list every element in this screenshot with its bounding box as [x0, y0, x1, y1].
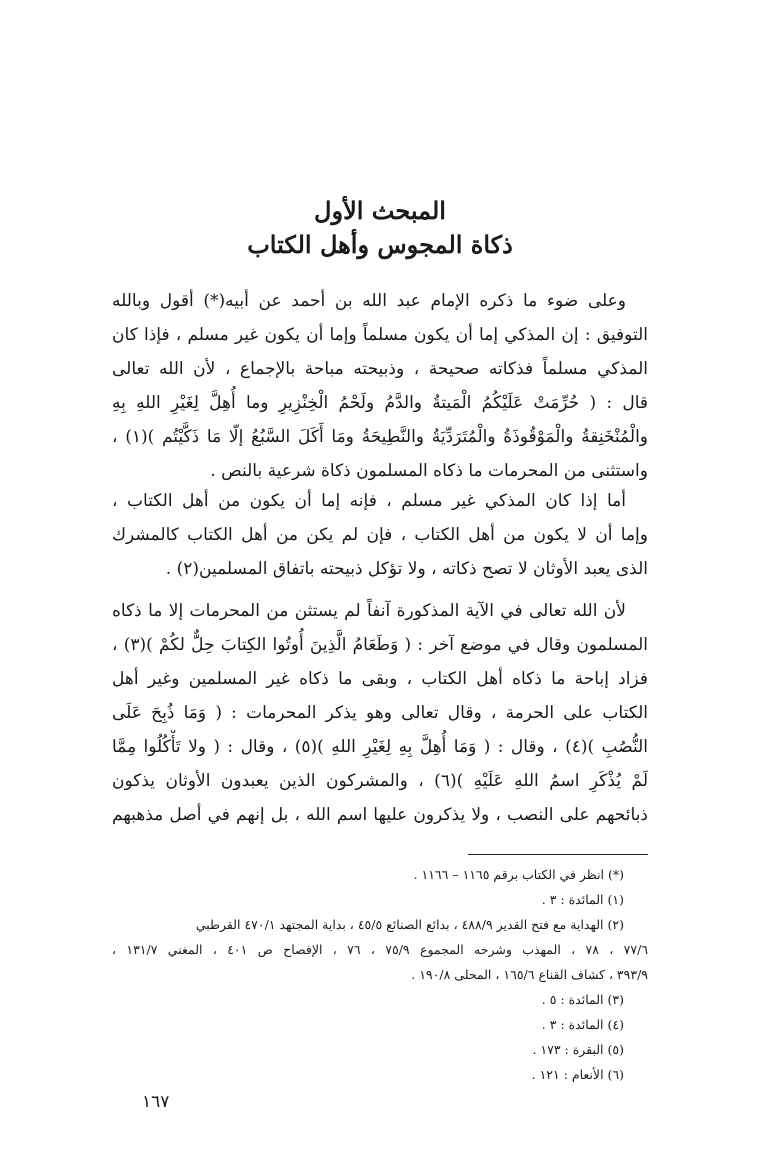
text-line: وإما أن لا يكون من أهل الكتاب ، فإن لم يكن من أهل الكتاب كالمشرك — [112, 525, 648, 545]
section-subtitle: ذكاة المجوس وأهل الكتاب — [247, 230, 513, 259]
text-line: الكتاب على الحرمة ، وقال تعالى وهو يذكر المحرمات : ( وَمَا ذُبِحَ عَلَى — [112, 703, 648, 723]
text-line: واستثنى من المحرمات ما ذكاه المسلمون ذكاة شرعية بالنص . — [210, 461, 648, 481]
page-number: ١٦٧ — [142, 1092, 170, 1112]
text-line: المذكي مسلماً فذكاته صحيحة ، وذبيحته مباحة بالإجماع ، لأن الله تعالى — [112, 359, 648, 379]
paragraph-1 — [112, 284, 648, 488]
quran-verse-line: قال : ( حُرِّمَتْ عَلَيْكُمُ الْمَيتةُ والدَّمُ ولَحْمُ الْخِنْزِيرِ وما أُهِلَّ لِغَيْرِ اللهِ بِهِ — [112, 393, 648, 413]
quran-verse-line: والْمُنْخَنِقةُ والْمَوْقُوذَةُ والْمُتَرَدِّيَةُ والنَّطِيحَةُ ومَا أَكَلَ السَّبُعُ إلّا مَا ذَكَّيْتُم )(١) ، — [112, 427, 648, 447]
section-title: المبحث الأول — [314, 196, 446, 225]
text-line: الذى يعبد الأوثان لا تصح ذكاته ، ولا تؤكل ذبيحته باتفاق المسلمين(٢) . — [165, 559, 648, 579]
footnote: (١) المائدة : ٣ . — [541, 892, 624, 907]
text-line: النُّصُبِ )(٤) ، وقال : ( وَمَا أُهِلَّ بِهِ لِغَيْرِ اللهِ )(٥) ، وقال : ( ولا تَأْكُلُوا مِمَّا — [112, 737, 648, 757]
footnote-separator — [468, 854, 648, 855]
paragraph-3 — [112, 594, 648, 832]
book-page — [112, 0, 648, 1172]
footnote: (٤) المائدة : ٣ . — [541, 1017, 624, 1032]
footnote: (*) انظر في الكتاب برقم ١١٦٥ – ١١٦٦ . — [413, 867, 624, 882]
footnote: (٢) الهداية مع فتح القدير ٤٨٨/٩ ، بدائع الصنائع ٤٥/٥ ، بداية المجتهد ٤٧٠/١ القرطبي — [195, 917, 624, 932]
paragraph-2 — [112, 484, 648, 586]
footnote-continuation: ٣٩٣/٩ ، كشاف القناع ١٦٥/٦ ، المحلى ١٩٠/٨ . — [411, 967, 648, 982]
text-line: لَمْ يُذْكَرِ اسمُ اللهِ عَلَيْهِ )(٦) ، والمشركون الذين يعبدون الأوثان يذكون — [112, 771, 648, 791]
footnote: (٣) المائدة : ٥ . — [541, 992, 624, 1007]
text-line: التوفيق : إن المذكي إما أن يكون مسلماً وإما أن يكون غير مسلم ، فإذا كان — [112, 325, 648, 345]
text-line: لأن الله تعالى في الآية المذكورة آنفاً لم يستثن من المحرمات إلا ما ذكاه — [112, 601, 626, 621]
footnote: (٥) البقرة : ١٧٣ . — [532, 1042, 624, 1057]
footnotes — [112, 862, 648, 1087]
footnote: (٦) الأنعام : ١٢١ . — [531, 1067, 624, 1082]
footnote-continuation: ٧٧/٦ ، ٧٨ ، المهذب وشرحه المجموع ٧٥/٩ ، ٧٦ ، الإفصاح ص ٤٠١ ، المغني ١٣١/٧ ، — [112, 942, 648, 957]
text-line: وعلى ضوء ما ذكره الإمام عبد الله بن أحمد عن أبيه(*) أقول وبالله — [112, 291, 626, 311]
text-line: فزاد إباحة ما ذكاه أهل الكتاب ، وبقى ما ذكاه غير المسلمين وغير أهل — [112, 669, 648, 689]
text-line: أما إذا كان المذكي غير مسلم ، فإنه إما أن يكون من أهل الكتاب ، — [112, 491, 626, 511]
text-line: ذبائحهم على النصب ، ولا يذكرون عليها اسم الله ، بل إنهم في أصل مذهبهم — [112, 805, 648, 825]
text-line: المسلمون وقال في موضع آخر : ( وَطَعَامُ الَّذِينَ أُوتُوا الكِتابَ حِلٌّ لكُمْ )(٣) ، — [112, 635, 648, 655]
